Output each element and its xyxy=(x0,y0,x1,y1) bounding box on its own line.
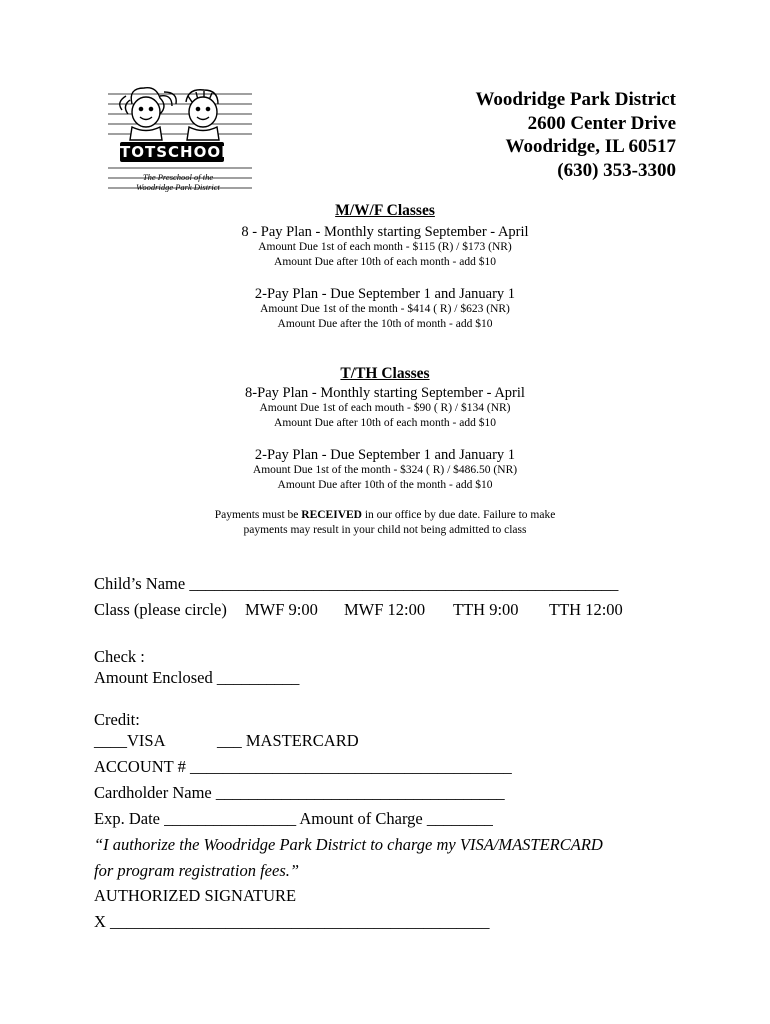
class-label: Class (please circle) xyxy=(94,600,227,619)
logo-subtitle xyxy=(118,172,238,192)
tth-plan2-due: Amount Due 1st of the month - $324 ( R) / $486.50 (NR) xyxy=(252,464,518,476)
logo-badge: TOTSCHOOL xyxy=(120,143,232,161)
org-city: Woodridge, IL 60517 xyxy=(505,136,676,157)
org-phone: (630) 353-3300 xyxy=(557,159,676,181)
class-option-tth-900[interactable]: TTH 9:00 xyxy=(453,600,519,619)
mwf-plan2-late: Amount Due after the 10th of month - add $10 xyxy=(277,318,493,330)
tth-plan1: 8-Pay Plan - Monthly starting September - April xyxy=(245,385,525,401)
credit-label: Credit: xyxy=(94,710,140,729)
logo-subtitle-line2: Woodridge Park District xyxy=(136,182,220,192)
mwf-plan1-due: Amount Due 1st of each month - $115 (R) / $173 (NR) xyxy=(258,241,512,253)
totschool-logo xyxy=(108,84,252,194)
authorization-statement-line1: “I authorize the Woodridge Park District to charge my VISA/MASTERCARD xyxy=(94,835,603,854)
mwf-plan1: 8 - Pay Plan - Monthly starting September - April xyxy=(241,224,529,240)
tth-plan1-due: Amount Due 1st of each mouth - $90 ( R) / $134 (NR) xyxy=(259,402,511,414)
tth-plan2-late: Amount Due after 10th of the month - add $10 xyxy=(277,479,493,491)
class-option-tth-1200[interactable]: TTH 12:00 xyxy=(549,600,623,619)
child-name-field[interactable]: Child’s Name ____________________________________________________ xyxy=(94,574,619,593)
mwf-plan2-due: Amount Due 1st of the month - $414 ( R) / $623 (NR) xyxy=(260,303,510,315)
account-number-field[interactable]: ACCOUNT # _______________________________________ xyxy=(94,757,512,776)
notice-received: RECEIVED xyxy=(301,509,362,521)
notice-post: in our office by due date. Failure to make xyxy=(361,509,556,521)
org-address: 2600 Center Drive xyxy=(527,112,676,134)
tth-heading: T/TH Classes xyxy=(340,365,430,382)
amount-enclosed-field[interactable]: Amount Enclosed __________ xyxy=(94,668,300,687)
check-label: Check : xyxy=(94,647,145,666)
tth-plan1-late: Amount Due after 10th of each month - add $10 xyxy=(274,417,496,429)
tth-plan2: 2-Pay Plan - Due September 1 and January 1 xyxy=(254,447,516,463)
org-header xyxy=(475,88,676,182)
payment-notice-line2: payments may result in your child not being admitted to class xyxy=(243,524,527,536)
class-option-mwf-1200[interactable]: MWF 12:00 xyxy=(344,600,426,619)
cardholder-name-field[interactable]: Cardholder Name ___________________________________ xyxy=(94,783,505,802)
mwf-plan2: 2-Pay Plan - Due September 1 and January 1 xyxy=(254,286,516,302)
payment-notice-line1 xyxy=(0,509,770,521)
authorized-signature-label: AUTHORIZED SIGNATURE xyxy=(94,886,297,905)
org-name: Woodridge Park District xyxy=(475,89,676,110)
exp-date-and-amount-field[interactable]: Exp. Date ________________ Amount of Charge ________ xyxy=(94,809,493,828)
mastercard-checkbox[interactable]: ___ MASTERCARD xyxy=(217,731,359,750)
authorization-statement-line2: for program registration fees.” xyxy=(94,861,300,880)
mwf-plan1-late: Amount Due after 10th of each month - add $10 xyxy=(274,256,496,268)
child-face-right-icon xyxy=(186,90,219,140)
notice-pre: Payments must be xyxy=(214,509,302,521)
visa-checkbox[interactable]: ____VISA xyxy=(94,731,166,750)
mwf-heading: M/W/F Classes xyxy=(335,202,435,219)
logo-subtitle-line1: The Preschool of the xyxy=(142,172,214,182)
signature-line-field[interactable]: X ______________________________________________ xyxy=(94,912,490,931)
class-option-mwf-900[interactable]: MWF 9:00 xyxy=(245,600,318,619)
